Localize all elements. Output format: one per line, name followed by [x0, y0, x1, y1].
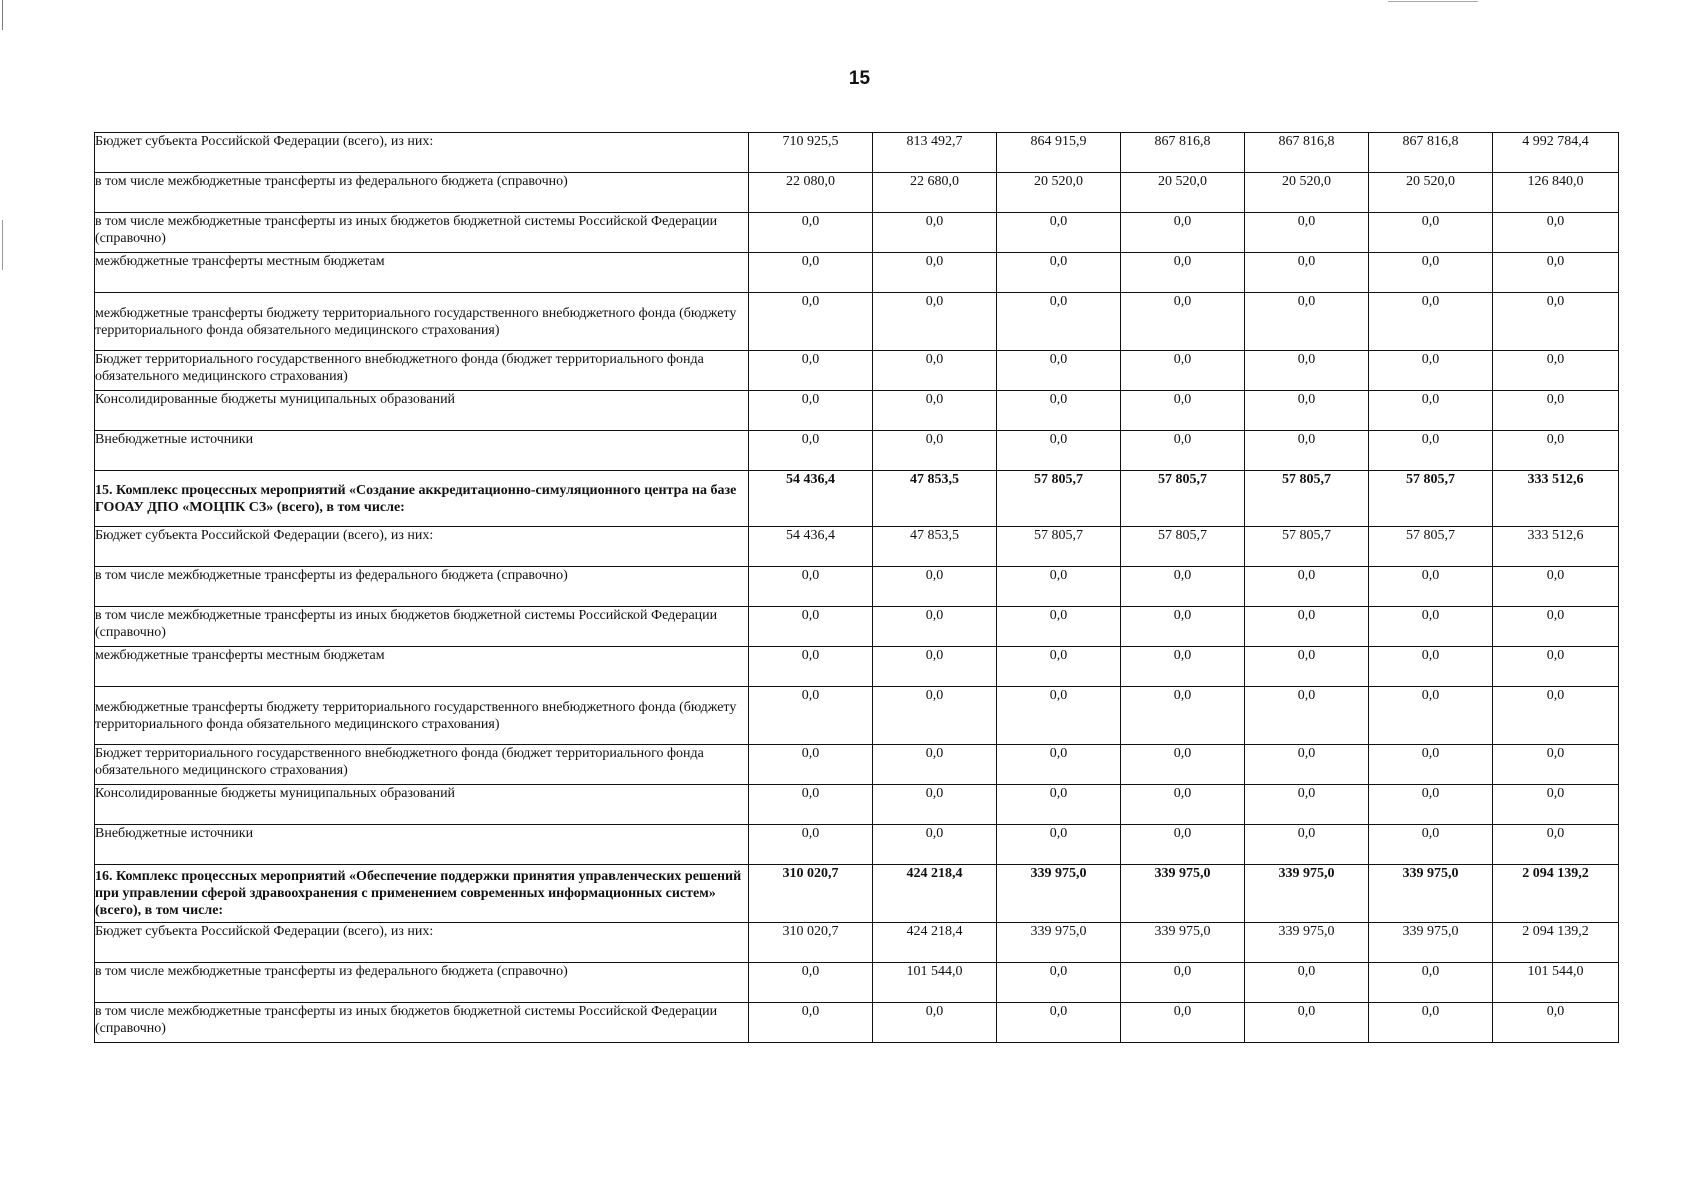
value-cell: 0,0 [873, 647, 997, 687]
page-number: 15 [848, 68, 871, 89]
value-cell: 0,0 [1245, 687, 1369, 745]
value-cell: 424 218,4 [873, 865, 997, 923]
total-cell: 0,0 [1493, 825, 1619, 865]
value-cell: 0,0 [997, 607, 1121, 647]
value-cell: 339 975,0 [1369, 923, 1493, 963]
table-row [95, 293, 1619, 351]
total-cell: 0,0 [1493, 607, 1619, 647]
value-cell: 310 020,7 [749, 923, 873, 963]
value-cell: 0,0 [749, 253, 873, 293]
row-label: в том числе межбюджетные трансферты из федерального бюджета (справочно) [95, 173, 749, 213]
value-cell: 0,0 [873, 687, 997, 745]
value-cell: 424 218,4 [873, 923, 997, 963]
value-cell: 0,0 [1245, 607, 1369, 647]
value-cell: 0,0 [997, 567, 1121, 607]
value-cell: 57 805,7 [997, 471, 1121, 527]
scan-edge-mark [2, 0, 3, 30]
value-cell: 0,0 [1369, 431, 1493, 471]
value-cell: 0,0 [873, 391, 997, 431]
value-cell: 0,0 [1121, 391, 1245, 431]
total-cell: 0,0 [1493, 351, 1619, 391]
scan-edge-mark [1388, 1, 1478, 2]
row-label: Консолидированные бюджеты муниципальных образований [95, 785, 749, 825]
value-cell: 57 805,7 [1369, 527, 1493, 567]
value-cell: 0,0 [997, 963, 1121, 1003]
value-cell: 20 520,0 [1245, 173, 1369, 213]
total-cell: 0,0 [1493, 567, 1619, 607]
value-cell: 0,0 [873, 293, 997, 351]
total-cell: 0,0 [1493, 785, 1619, 825]
value-cell: 339 975,0 [997, 865, 1121, 923]
value-cell: 0,0 [1121, 687, 1245, 745]
value-cell: 0,0 [1245, 293, 1369, 351]
value-cell: 0,0 [1245, 213, 1369, 253]
value-cell: 0,0 [873, 213, 997, 253]
value-cell: 0,0 [1121, 567, 1245, 607]
value-cell: 0,0 [1245, 431, 1369, 471]
value-cell: 0,0 [873, 1003, 997, 1043]
value-cell: 0,0 [1121, 963, 1245, 1003]
row-label: в том числе межбюджетные трансферты из иных бюджетов бюджетной системы Российской Федерации (справочно) [95, 607, 749, 647]
value-cell: 0,0 [997, 785, 1121, 825]
value-cell: 0,0 [1369, 1003, 1493, 1043]
value-cell: 0,0 [1121, 351, 1245, 391]
value-cell: 0,0 [749, 567, 873, 607]
value-cell: 20 520,0 [997, 173, 1121, 213]
row-label: в том числе межбюджетные трансферты из иных бюджетов бюджетной системы Российской Федерации (справочно) [95, 213, 749, 253]
table-row [95, 527, 1619, 567]
value-cell: 0,0 [749, 687, 873, 745]
value-cell: 0,0 [997, 647, 1121, 687]
value-cell: 0,0 [997, 391, 1121, 431]
value-cell: 57 805,7 [1245, 471, 1369, 527]
value-cell: 0,0 [873, 567, 997, 607]
row-label: межбюджетные трансферты бюджету территориального государственного внебюджетного фонда (бюджету территориального фонда обязательного медицинского страхования) [95, 687, 749, 745]
table-row [95, 471, 1619, 527]
value-cell: 0,0 [1245, 391, 1369, 431]
value-cell: 339 975,0 [1245, 923, 1369, 963]
value-cell: 0,0 [749, 963, 873, 1003]
row-label: Бюджет субъекта Российской Федерации (всего), из них: [95, 527, 749, 567]
value-cell: 0,0 [1245, 963, 1369, 1003]
value-cell: 57 805,7 [1369, 471, 1493, 527]
value-cell: 0,0 [997, 745, 1121, 785]
value-cell: 339 975,0 [1245, 865, 1369, 923]
row-label: в том числе межбюджетные трансферты из федерального бюджета (справочно) [95, 963, 749, 1003]
table-row [95, 607, 1619, 647]
value-cell: 0,0 [1245, 647, 1369, 687]
table-row [95, 351, 1619, 391]
value-cell: 0,0 [1369, 253, 1493, 293]
value-cell: 0,0 [1121, 213, 1245, 253]
total-cell: 0,0 [1493, 745, 1619, 785]
row-label: межбюджетные трансферты местным бюджетам [95, 253, 749, 293]
value-cell: 57 805,7 [997, 527, 1121, 567]
value-cell: 0,0 [749, 745, 873, 785]
value-cell: 0,0 [749, 293, 873, 351]
value-cell: 867 816,8 [1245, 133, 1369, 173]
value-cell: 57 805,7 [1245, 527, 1369, 567]
total-cell: 126 840,0 [1493, 173, 1619, 213]
value-cell: 0,0 [997, 293, 1121, 351]
value-cell: 22 680,0 [873, 173, 997, 213]
value-cell: 0,0 [997, 213, 1121, 253]
value-cell: 0,0 [1369, 825, 1493, 865]
value-cell: 339 975,0 [997, 923, 1121, 963]
value-cell: 0,0 [1369, 687, 1493, 745]
value-cell: 0,0 [1121, 647, 1245, 687]
value-cell: 310 020,7 [749, 865, 873, 923]
value-cell: 0,0 [1121, 1003, 1245, 1043]
value-cell: 0,0 [1369, 963, 1493, 1003]
table-row [95, 687, 1619, 745]
value-cell: 339 975,0 [1121, 865, 1245, 923]
total-cell: 0,0 [1493, 1003, 1619, 1043]
value-cell: 0,0 [1121, 431, 1245, 471]
value-cell: 0,0 [873, 351, 997, 391]
value-cell: 864 915,9 [997, 133, 1121, 173]
value-cell: 0,0 [873, 745, 997, 785]
table-row [95, 431, 1619, 471]
total-cell: 0,0 [1493, 431, 1619, 471]
total-cell: 333 512,6 [1493, 527, 1619, 567]
row-label: Бюджет субъекта Российской Федерации (всего), из них: [95, 133, 749, 173]
value-cell: 0,0 [1245, 351, 1369, 391]
row-label: Бюджет территориального государственного внебюджетного фонда (бюджет территориального фонда обязательного медицинского страхования) [95, 745, 749, 785]
total-cell: 0,0 [1493, 647, 1619, 687]
table-row [95, 825, 1619, 865]
value-cell: 0,0 [1369, 293, 1493, 351]
value-cell: 0,0 [1245, 745, 1369, 785]
row-label: Бюджет субъекта Российской Федерации (всего), из них: [95, 923, 749, 963]
total-cell: 2 094 139,2 [1493, 923, 1619, 963]
total-cell: 101 544,0 [1493, 963, 1619, 1003]
value-cell: 0,0 [749, 785, 873, 825]
value-cell: 47 853,5 [873, 527, 997, 567]
total-cell: 4 992 784,4 [1493, 133, 1619, 173]
total-cell: 0,0 [1493, 293, 1619, 351]
value-cell: 0,0 [1369, 213, 1493, 253]
value-cell: 0,0 [1245, 825, 1369, 865]
value-cell: 0,0 [1369, 785, 1493, 825]
value-cell: 0,0 [1245, 253, 1369, 293]
value-cell: 0,0 [1369, 607, 1493, 647]
row-label: межбюджетные трансферты местным бюджетам [95, 647, 749, 687]
value-cell: 0,0 [1121, 825, 1245, 865]
value-cell: 0,0 [997, 431, 1121, 471]
table-row [95, 647, 1619, 687]
value-cell: 54 436,4 [749, 471, 873, 527]
value-cell: 0,0 [1245, 785, 1369, 825]
value-cell: 0,0 [1245, 567, 1369, 607]
value-cell: 0,0 [749, 351, 873, 391]
value-cell: 0,0 [1121, 607, 1245, 647]
row-label: в том числе межбюджетные трансферты из федерального бюджета (справочно) [95, 567, 749, 607]
value-cell: 0,0 [997, 825, 1121, 865]
value-cell: 0,0 [1369, 351, 1493, 391]
value-cell: 20 520,0 [1121, 173, 1245, 213]
table-row [95, 1003, 1619, 1043]
table-row [95, 923, 1619, 963]
value-cell: 339 975,0 [1121, 923, 1245, 963]
value-cell: 0,0 [873, 431, 997, 471]
value-cell: 0,0 [1369, 745, 1493, 785]
value-cell: 0,0 [749, 391, 873, 431]
budget-table [94, 132, 1619, 1043]
value-cell: 57 805,7 [1121, 527, 1245, 567]
value-cell: 710 925,5 [749, 133, 873, 173]
table-row [95, 745, 1619, 785]
total-cell: 0,0 [1493, 391, 1619, 431]
value-cell: 57 805,7 [1121, 471, 1245, 527]
value-cell: 0,0 [1121, 785, 1245, 825]
table-row [95, 963, 1619, 1003]
value-cell: 0,0 [873, 607, 997, 647]
row-label: 15. Комплекс процессных мероприятий «Создание аккредитационно-симуляционного центра на базе ГООАУ ДПО «МОЦПК СЗ» (всего), в том числе: [95, 471, 749, 527]
value-cell: 0,0 [1369, 391, 1493, 431]
value-cell: 0,0 [997, 1003, 1121, 1043]
table-row [95, 391, 1619, 431]
value-cell: 0,0 [997, 253, 1121, 293]
total-cell: 0,0 [1493, 213, 1619, 253]
value-cell: 867 816,8 [1369, 133, 1493, 173]
value-cell: 0,0 [1245, 1003, 1369, 1043]
row-label: Внебюджетные источники [95, 431, 749, 471]
row-label: Консолидированные бюджеты муниципальных образований [95, 391, 749, 431]
value-cell: 339 975,0 [1369, 865, 1493, 923]
table-row [95, 133, 1619, 173]
row-label: в том числе межбюджетные трансферты из иных бюджетов бюджетной системы Российской Федерации (справочно) [95, 1003, 749, 1043]
row-label: межбюджетные трансферты бюджету территориального государственного внебюджетного фонда (бюджету территориального фонда обязательного медицинского страхования) [95, 293, 749, 351]
value-cell: 101 544,0 [873, 963, 997, 1003]
value-cell: 0,0 [1121, 293, 1245, 351]
value-cell: 54 436,4 [749, 527, 873, 567]
total-cell: 0,0 [1493, 253, 1619, 293]
value-cell: 0,0 [749, 431, 873, 471]
total-cell: 0,0 [1493, 687, 1619, 745]
table-row [95, 567, 1619, 607]
value-cell: 0,0 [997, 351, 1121, 391]
table-row [95, 253, 1619, 293]
value-cell: 22 080,0 [749, 173, 873, 213]
value-cell: 0,0 [749, 647, 873, 687]
value-cell: 0,0 [873, 825, 997, 865]
row-label: Внебюджетные источники [95, 825, 749, 865]
value-cell: 47 853,5 [873, 471, 997, 527]
value-cell: 20 520,0 [1369, 173, 1493, 213]
value-cell: 0,0 [1369, 647, 1493, 687]
row-label: 16. Комплекс процессных мероприятий «Обеспечение поддержки принятия управленческих решений при управлении сферой здравоохранения с применением современных информационных систем» (всего), в том числе: [95, 865, 749, 923]
table-row [95, 213, 1619, 253]
value-cell: 867 816,8 [1121, 133, 1245, 173]
value-cell: 0,0 [749, 1003, 873, 1043]
value-cell: 0,0 [1121, 745, 1245, 785]
value-cell: 0,0 [873, 785, 997, 825]
table-row [95, 865, 1619, 923]
value-cell: 0,0 [749, 825, 873, 865]
table-row [95, 173, 1619, 213]
scan-edge-mark [2, 220, 3, 270]
table-row [95, 785, 1619, 825]
row-label: Бюджет территориального государственного внебюджетного фонда (бюджет территориального фонда обязательного медицинского страхования) [95, 351, 749, 391]
value-cell: 0,0 [749, 213, 873, 253]
total-cell: 333 512,6 [1493, 471, 1619, 527]
value-cell: 0,0 [749, 607, 873, 647]
value-cell: 813 492,7 [873, 133, 997, 173]
value-cell: 0,0 [1121, 253, 1245, 293]
total-cell: 2 094 139,2 [1493, 865, 1619, 923]
value-cell: 0,0 [1369, 567, 1493, 607]
value-cell: 0,0 [997, 687, 1121, 745]
value-cell: 0,0 [873, 253, 997, 293]
